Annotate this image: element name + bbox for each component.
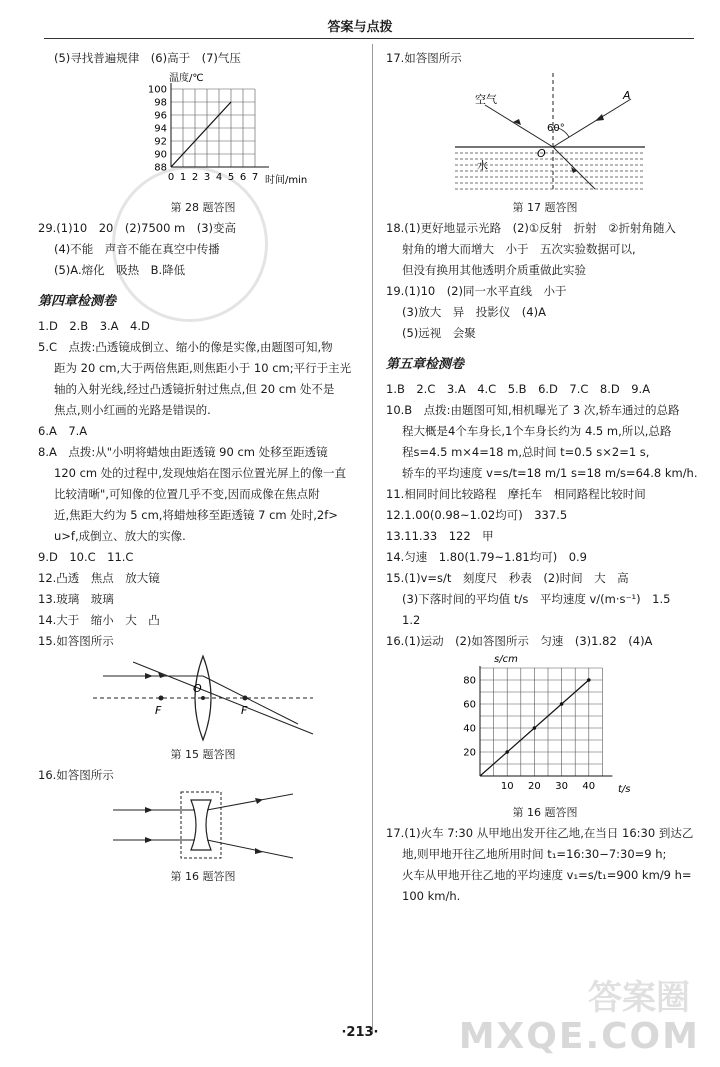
chart-28-ylabel: 温度/℃ xyxy=(169,73,204,84)
answer-line: 100 km/h. xyxy=(402,889,461,903)
y-tick-label: 80 xyxy=(463,675,476,687)
watermark-top: 答案圈 xyxy=(588,978,690,1018)
chart-16-xlabel: t/s xyxy=(618,784,631,795)
fig-17-refraction xyxy=(445,69,645,197)
watermark-bottom: MXQE.COM xyxy=(458,1016,700,1057)
x-tick-label: 10 xyxy=(500,781,514,792)
fig-17-label-a: A xyxy=(623,89,631,102)
y-tick-label: 98 xyxy=(154,97,167,109)
answer-line: (5)远视 会聚 xyxy=(402,326,476,340)
data-line xyxy=(171,102,231,167)
chart-28 xyxy=(103,69,308,197)
answer-line: 比较清晰",可知像的位置几乎不变,因而成像在焦点附 xyxy=(54,487,320,501)
answer-line: 29.(1)10 20 (2)7500 m (3)变高 xyxy=(38,221,237,235)
answer-line: 12.凸透 焦点 放大镜 xyxy=(38,571,160,585)
answer-line: 6.A 7.A xyxy=(38,424,88,438)
header-rule xyxy=(44,38,694,39)
x-tick-label: 5 xyxy=(227,172,235,183)
answer-line: 13.玻璃 玻璃 xyxy=(38,592,114,606)
y-tick-label: 96 xyxy=(154,110,167,122)
section-title-ch4: 第四章检测卷 xyxy=(38,294,117,309)
answer-line: 地,则甲地开往乙地所用时间 t₁=16:30−7:30=9 h; xyxy=(402,847,667,861)
answer-line: 焦点,则小红画的光路是错误的. xyxy=(54,403,211,417)
answer-line: 12.1.00(0.98~1.02均可) 337.5 xyxy=(386,508,568,522)
right-column xyxy=(386,48,704,907)
fig28-caption: 第 28 题答图 xyxy=(170,201,236,214)
page-number: ·213· xyxy=(341,1025,379,1040)
answer-line: 9.D 10.C 11.C xyxy=(38,550,134,564)
answer-line: 火车从甲地开往乙地的平均速度 v₁=s/t₁=900 km/9 h= xyxy=(402,868,692,882)
fig-15-convex-lens xyxy=(83,652,323,744)
answer-line: 1.D 2.B 3.A 4.D xyxy=(38,319,150,333)
fig-16-concave-lens xyxy=(103,786,303,866)
answer-line: 1.2 xyxy=(402,613,421,627)
y-tick-label: 90 xyxy=(154,149,167,161)
fig16-caption: 第 16 题答图 xyxy=(170,870,236,883)
answer-line: 近,焦距大约为 5 cm,将蜡烛移至距透镜 7 cm 处时,2f> xyxy=(54,508,338,522)
answer-line: 11.相同时间比较路程 摩托车 相同路程比较时间 xyxy=(386,487,646,501)
x-tick-label: 1 xyxy=(179,172,187,183)
y-tick-label: 92 xyxy=(154,136,167,148)
column-divider xyxy=(372,44,373,1034)
fig-15-label-f-right: F xyxy=(241,704,248,717)
y-tick-label: 60 xyxy=(463,699,476,711)
answer-line: 1.B 2.C 3.A 4.C 5.B 6.D 7.C 8.D 9.A xyxy=(386,382,651,396)
answer-line: 15.(1)v=s/t 刻度尺 秒表 (2)时间 大 高 xyxy=(386,571,629,585)
x-tick-label: 20 xyxy=(528,781,541,792)
chart-16-ylabel: s/cm xyxy=(494,654,518,665)
fig-15-label-o: O xyxy=(193,682,202,695)
data-point xyxy=(505,750,509,754)
answer-line: (5)A.熔化 吸热 B.降低 xyxy=(54,263,186,277)
data-point xyxy=(587,678,591,682)
answer-line: 轿车的平均速度 v=s/t=18 m/1 s=18 m/s=64.8 km/h. xyxy=(402,466,698,480)
fig-17-label-water: 水 xyxy=(477,159,488,172)
answer-line: 距为 20 cm,大于两倍焦距,则焦距小于 10 cm;平行于主光 xyxy=(54,361,352,375)
x-tick-label: 0 xyxy=(167,172,175,183)
answer-line: 8.A 点拨:从"小明将蜡烛由距透镜 90 cm 处移至距透镜 xyxy=(38,445,328,459)
answer-line: (3)放大 异 投影仪 (4)A xyxy=(402,305,546,319)
y-tick-label: 100 xyxy=(147,84,167,96)
answer-line: 13.11.33 122 甲 xyxy=(386,529,494,543)
fig-15-label-f-left: F xyxy=(155,704,162,717)
answer-line: 16.(1)运动 (2)如答图所示 匀速 (3)1.82 (4)A xyxy=(386,634,653,648)
chart16-caption: 第 16 题答图 xyxy=(512,806,578,819)
answer-line: 但没有换用其他透明介质重做此实验 xyxy=(402,263,586,277)
x-tick-label: 2 xyxy=(191,172,199,183)
fig-17-label-angle: 60° xyxy=(547,123,565,134)
answer-line: 5.C 点拨:凸透镜成倒立、缩小的像是实像,由题图可知,物 xyxy=(38,340,333,354)
answer-line: 17.(1)火车 7:30 从甲地出发开往乙地,在当日 16:30 到达乙 xyxy=(386,826,694,840)
fig-17-label-o: O xyxy=(537,147,546,160)
answer-line: 程大概是4个车身长,1个车身长约为 4.5 m,所以,总路 xyxy=(402,424,672,438)
x-tick-label: 7 xyxy=(251,172,259,183)
left-column xyxy=(38,48,368,887)
x-tick-label: 40 xyxy=(582,781,596,792)
answer-line: (4)不能 声音不能在真空中传播 xyxy=(54,242,220,256)
x-tick-label: 3 xyxy=(203,172,211,183)
data-point xyxy=(560,702,564,706)
chart-28-xlabel: 时间/min xyxy=(265,175,308,186)
answer-line: 10.B 点拨:由题图可知,相机曝光了 3 次,轿车通过的总路 xyxy=(386,403,680,417)
answer-line: 程s=4.5 m×4=18 m,总时间 t=0.5 s×2=1 s, xyxy=(402,445,650,459)
answer-line: 14.匀速 1.80(1.79~1.81均可) 0.9 xyxy=(386,550,588,564)
fig17-caption: 第 17 题答图 xyxy=(512,201,578,214)
answer-line: 18.(1)更好地显示光路 (2)①反射 折射 ②折射角随入 xyxy=(386,221,676,235)
chart-16 xyxy=(450,652,640,802)
answer-line: 轴的入射光线,经过凸透镜折射过焦点,但 20 cm 处不是 xyxy=(54,382,335,396)
fig15-caption: 第 15 题答图 xyxy=(170,748,236,761)
answer-line: 射角的增大而增大 小于 五次实验数据可以, xyxy=(402,242,636,256)
y-tick-label: 94 xyxy=(154,123,167,135)
answer-line: 19.(1)10 (2)同一水平直线 小于 xyxy=(386,284,567,298)
section-title-ch5: 第五章检测卷 xyxy=(386,357,465,372)
answer-line: 17.如答图所示 xyxy=(386,51,462,65)
x-tick-label: 30 xyxy=(555,781,568,792)
x-tick-label: 6 xyxy=(239,172,247,183)
answer-line: 16.如答图所示 xyxy=(38,768,114,782)
y-tick-label: 20 xyxy=(463,747,476,759)
x-tick-label: 4 xyxy=(215,172,223,183)
answer-line: 120 cm 处的过程中,发现烛焰在图示位置光屏上的像一直 xyxy=(54,466,346,480)
data-point xyxy=(533,726,537,730)
answer-line: u>f,成倒立、放大的实像. xyxy=(54,529,186,543)
page-header: 答案与点拨 xyxy=(327,20,393,35)
fig-17-label-air: 空气 xyxy=(475,93,497,106)
y-tick-label: 88 xyxy=(154,162,167,174)
answer-line: (5)寻找普遍规律 (6)高于 (7)气压 xyxy=(54,51,241,65)
answer-line: 14.大于 缩小 大 凸 xyxy=(38,613,160,627)
answer-line: 15.如答图所示 xyxy=(38,634,114,648)
answer-line: (3)下落时间的平均值 t/s 平均速度 v/(m·s⁻¹) 1.5 xyxy=(402,592,671,606)
y-tick-label: 40 xyxy=(463,723,476,735)
